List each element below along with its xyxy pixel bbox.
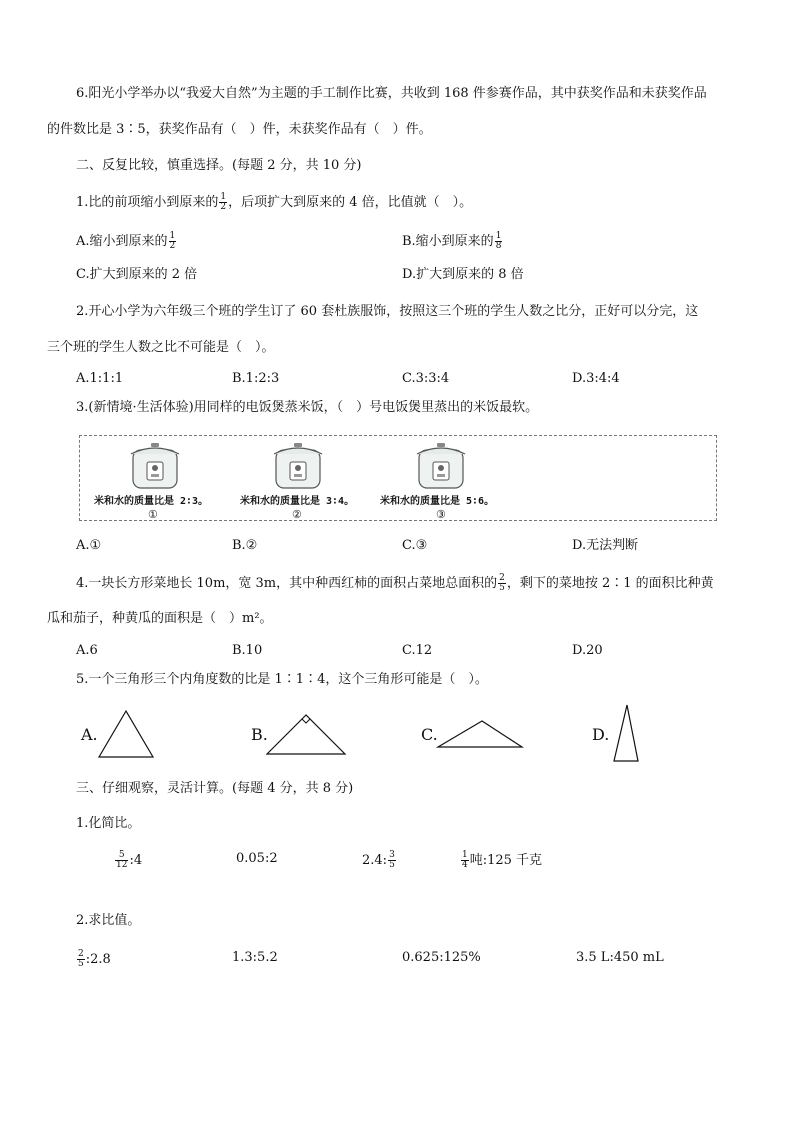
- triangle-b-label: B.: [251, 725, 268, 744]
- s2-q1-post: ，后项扩大到原来的 4 倍，比值就（ ）。: [228, 195, 473, 210]
- rice-cooker-3-caption: 米和水的质量比是 5∶6。: [380, 496, 495, 507]
- s2-q4-option-d: D.20: [572, 643, 603, 658]
- s3-q1-item1: $\frac{5}{12}$ :4: [116, 850, 143, 870]
- s2-q4-option-a: A.6: [76, 643, 98, 658]
- s3-q1-title: 1.化简比。: [76, 816, 141, 831]
- s2-q1-option-d: D.扩大到原来的 8 倍: [402, 267, 524, 282]
- s2-q2-option-c: C.3:3:4: [402, 371, 450, 386]
- s2-q4-line2: 瓜和茄子，种黄瓜的面积是（ ）m²。: [47, 611, 273, 626]
- s2-q1-pre: 1.比的前项缩小到原来的: [76, 195, 219, 210]
- s2-q2-option-a: A.1:1:1: [76, 371, 124, 386]
- s2-q3-option-b: B.②: [232, 538, 258, 553]
- section2-title: 二、反复比较，慎重选择。(每题 2 分，共 10 分): [76, 158, 362, 173]
- s3-q2-title: 2.求比值。: [76, 913, 141, 928]
- rice-cooker-3-number: ③: [436, 508, 446, 521]
- s2-q1-stem: [76, 193, 472, 212]
- triangle-a-icon: [96, 708, 156, 760]
- s3-q1-item4: $\frac{1}{4}$ 吨:125 千克: [462, 850, 543, 870]
- s2-q4-option-b: B.10: [232, 643, 263, 658]
- s2-q4-option-c: C.12: [402, 643, 433, 658]
- triangle-c-icon: [436, 718, 526, 750]
- s2-q2-option-b: B.1:2:3: [232, 371, 280, 386]
- triangle-c-label: C.: [421, 725, 438, 744]
- rice-cooker-3-icon: [413, 440, 469, 492]
- triangle-b-icon: [264, 710, 348, 758]
- q6-line2: 的件数比是 3∶5，获奖作品有（ ）件，未获奖作品有（ ）件。: [47, 122, 432, 137]
- s3-q2-item4: 3.5 L:450 mL: [576, 950, 664, 965]
- rice-cooker-2-icon: [270, 440, 326, 492]
- rice-cooker-1-number: ①: [148, 508, 158, 521]
- s3-q1-item2: 0.05:2: [236, 851, 278, 866]
- s2-q3-option-c: C.③: [402, 538, 428, 553]
- s2-q1-option-c: C.扩大到原来的 2 倍: [76, 267, 198, 282]
- s2-q2-line2: 三个班的学生人数之比不可能是（ ）。: [47, 340, 275, 355]
- s3-q2-item2: 1.3:5.2: [232, 950, 278, 965]
- triangle-a-label: A.: [81, 725, 98, 744]
- rice-cooker-1-icon: [127, 440, 183, 492]
- s3-q1-item3: 2.4: $\frac{3}{5}$: [362, 850, 395, 870]
- s2-q3-stem: 3.(新情境·生活体验)用同样的电饭煲蒸米饭，（ ）号电饭煲里蒸出的米饭最软。: [76, 400, 539, 415]
- s2-q1-option-a: A.缩小到原来的 $\frac{1}{2}$: [76, 231, 176, 251]
- s2-q3-option-a: A.①: [76, 538, 102, 553]
- triangle-d-label: D.: [592, 725, 610, 744]
- s2-q1-fraction: $\frac{1}{2}$: [220, 192, 227, 212]
- rice-cooker-2-number: ②: [292, 508, 302, 521]
- s3-q2-item1: $\frac{2}{5}$ :2.8: [78, 949, 111, 969]
- s2-q2-option-d: D.3:4:4: [572, 371, 620, 386]
- s2-q5-stem: 5.一个三角形三个内角度数的比是 1∶1∶4，这个三角形可能是（ ）。: [76, 672, 488, 687]
- s2-q2-line1: 2.开心小学为六年级三个班的学生订了 60 套杜族服饰，按照这三个班的学生人数之比分，正好可以分完，这: [76, 304, 699, 319]
- s2-q3-option-d: D.无法判断: [572, 538, 639, 553]
- triangle-d-icon: [608, 702, 642, 764]
- q6-line1: 6.阳光小学举办以“我爱大自然”为主题的手工制作比赛，共收到 168 件参赛作品，其中获奖作品和未获奖作品: [76, 86, 707, 101]
- s2-q1-option-b: B.缩小到原来的 $\frac{1}{8}$: [402, 231, 502, 251]
- rice-cooker-1-caption: 米和水的质量比是 2∶3。: [94, 496, 209, 507]
- s2-q4-fraction: $\frac{2}{5}$: [499, 573, 505, 593]
- s3-q2-item3: 0.625:125%: [402, 950, 481, 965]
- s2-q4-line1: 4.一块长方形菜地长 10m，宽 3m，其中种西红柿的面积占菜地总面积的 $\frac{2}{5}$ ，剩下的菜地按 2∶1 的面积比种黄: [76, 573, 714, 593]
- rice-cooker-2-caption: 米和水的质量比是 3∶4。: [240, 496, 355, 507]
- rice-cooker-panel: [79, 435, 717, 521]
- section3-title: 三、仔细观察，灵活计算。(每题 4 分，共 8 分): [76, 781, 354, 796]
